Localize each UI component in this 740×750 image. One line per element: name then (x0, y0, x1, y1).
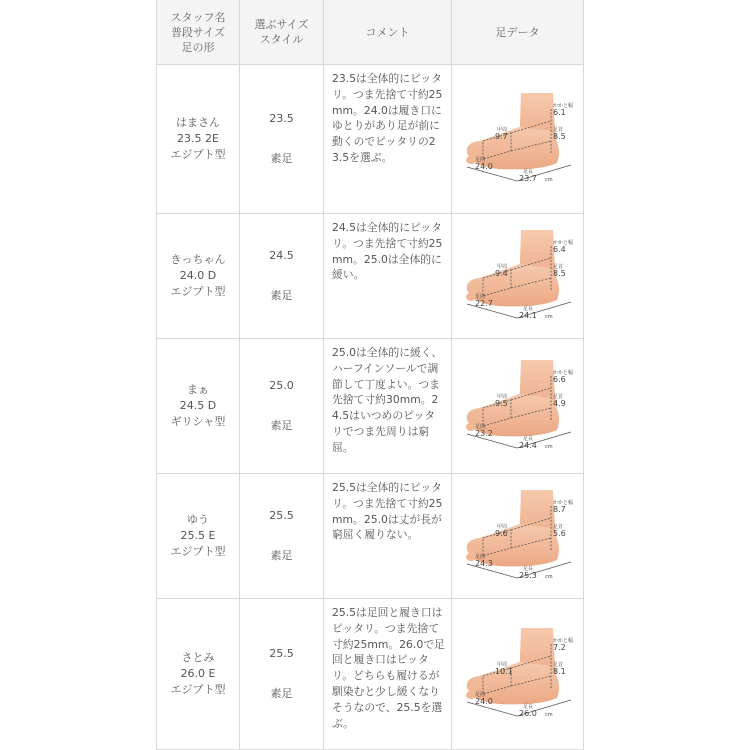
comment-cell: 24.5は全体的にピッタリ。つま先捨て寸約25mm。25.0は全体的に緩い。 (324, 214, 452, 338)
size-cell (240, 474, 324, 598)
unit-label: cm (544, 313, 553, 320)
style: 素足 (270, 687, 293, 700)
table-row (156, 339, 584, 474)
instep-value: 9.6 (494, 528, 508, 538)
heel-value: 4.9 (552, 398, 566, 408)
style: 素足 (270, 419, 293, 432)
heel-label: 足首 (552, 661, 563, 668)
instep-label: 甲周 (496, 263, 507, 270)
foot-data-cell (452, 599, 584, 749)
ankle-label: かかと幅 (552, 239, 573, 246)
heel-label: 足首 (552, 523, 563, 530)
toe-shape (467, 413, 479, 423)
length-label: 足長 (522, 305, 533, 312)
girth-label: 足囲 (474, 423, 485, 430)
heel-value: 8.5 (552, 131, 566, 141)
ankle-value: 6.4 (552, 244, 566, 254)
ankle-value: 7.2 (552, 642, 566, 652)
heel-value: 5.6 (552, 528, 566, 538)
toe-shape (467, 543, 479, 553)
length-value: 24.1 (518, 310, 537, 320)
staff-cell: さとみ 26.0 E エジプト型 (156, 599, 240, 749)
header-size: 選ぶサイズ スタイル (240, 0, 324, 64)
heel-value: 8.1 (552, 666, 566, 676)
ankle-value: 6.1 (552, 107, 566, 117)
table-row (156, 214, 584, 339)
instep-value: 9.4 (494, 268, 508, 278)
ankle-value: 6.6 (552, 374, 566, 384)
heel-value: 8.5 (552, 268, 566, 278)
staff-cell: きっちゃん 24.0 D エジプト型 (156, 214, 240, 338)
ankle-label: かかと幅 (552, 637, 573, 644)
unit-label: cm (544, 176, 553, 183)
foot-data-cell (452, 339, 584, 473)
foot-illustration (459, 228, 577, 320)
instep-label: 甲周 (496, 393, 507, 400)
table-row (156, 474, 584, 599)
girth-label: 足囲 (474, 553, 485, 560)
chosen-size: 25.0 (269, 379, 294, 392)
heel-label: 足首 (552, 126, 563, 133)
staff-cell: ゆう 25.5 E エジプト型 (156, 474, 240, 598)
length-label: 足長 (522, 703, 533, 710)
toe-shape (467, 146, 479, 156)
length-value: 25.3 (518, 570, 537, 580)
girth-label: 足囲 (474, 156, 485, 163)
size-cell (240, 65, 324, 213)
header-foot: 足データ (452, 0, 584, 64)
style: 素足 (270, 549, 293, 562)
chosen-size: 24.5 (269, 249, 294, 262)
foot-illustration (459, 488, 577, 580)
table-row (156, 65, 584, 214)
ankle-label: かかと幅 (552, 499, 573, 506)
ankle-label: かかと幅 (552, 369, 573, 376)
length-label: 足長 (522, 435, 533, 442)
table-row (156, 599, 584, 750)
foot-illustration (459, 358, 577, 450)
foot-illustration (459, 91, 577, 183)
heel-label: 足首 (552, 263, 563, 270)
instep-label: 甲周 (496, 661, 507, 668)
girth-value: 22.7 (474, 298, 493, 308)
comment-cell: 25.5は全体的にピッタリ。つま先捨て寸約25mm。25.0は丈が長が窮屈く履りない。 (324, 474, 452, 598)
girth-value: 24.0 (474, 161, 493, 171)
instep-label: 甲周 (496, 523, 507, 530)
size-cell (240, 214, 324, 338)
style: 素足 (270, 152, 293, 165)
length-value: 24.4 (518, 440, 537, 450)
size-table (156, 0, 584, 750)
size-cell (240, 599, 324, 749)
length-label: 足長 (522, 565, 533, 572)
header-staff: スタッフ名 普段サイズ 足の形 (156, 0, 240, 64)
toe-shape (467, 283, 479, 293)
length-value: 23.7 (518, 173, 537, 183)
girth-value: 24.3 (474, 558, 493, 568)
girth-value: 24.0 (474, 696, 493, 706)
size-cell (240, 339, 324, 473)
unit-label: cm (544, 711, 553, 718)
chosen-size: 23.5 (269, 112, 294, 125)
length-value: 26.0 (518, 708, 537, 718)
girth-label: 足囲 (474, 691, 485, 698)
foot-illustration (459, 626, 577, 718)
instep-value: 9.7 (494, 131, 508, 141)
instep-value: 9.5 (494, 398, 508, 408)
foot-data-cell (452, 474, 584, 598)
chosen-size: 25.5 (269, 647, 294, 660)
ankle-value: 8.7 (552, 504, 566, 514)
unit-label: cm (544, 573, 553, 580)
comment-cell: 25.5は足回と履き口はピッタリ。つま先捨て寸約25mm。26.0で足回と履き口はピッタリ。どちらも履けるが馴染むと少し緩くなりそうなので、25.5を選ぶ。 (324, 599, 452, 749)
chosen-size: 25.5 (269, 509, 294, 522)
ankle-label: かかと幅 (552, 102, 573, 109)
header-comment: コメント (324, 0, 452, 64)
unit-label: cm (544, 443, 553, 450)
table-header (156, 0, 584, 65)
girth-value: 23.2 (474, 428, 493, 438)
foot-data-cell (452, 214, 584, 338)
staff-cell: まぁ 24.5 D ギリシャ型 (156, 339, 240, 473)
heel-label: 足首 (552, 393, 563, 400)
style: 素足 (270, 289, 293, 302)
staff-cell: はまさん 23.5 2E エジプト型 (156, 65, 240, 213)
comment-cell: 25.0は全体的に緩く、ハーフインソールで調節して丁度よい。つま先捨て寸約30mm。24.5はいつめのピッタリでつま先周りは窮屈。 (324, 339, 452, 473)
girth-label: 足囲 (474, 293, 485, 300)
foot-data-cell (452, 65, 584, 213)
instep-value: 10.1 (494, 666, 513, 676)
toe-shape (467, 681, 479, 691)
length-label: 足長 (522, 168, 533, 175)
comment-cell: 23.5は全体的にピッタリ。つま先捨て寸約25mm。24.0は履き口にゆとりがあり足が前に動くのでピッタリの23.5を選ぶ。 (324, 65, 452, 213)
instep-label: 甲周 (496, 126, 507, 133)
